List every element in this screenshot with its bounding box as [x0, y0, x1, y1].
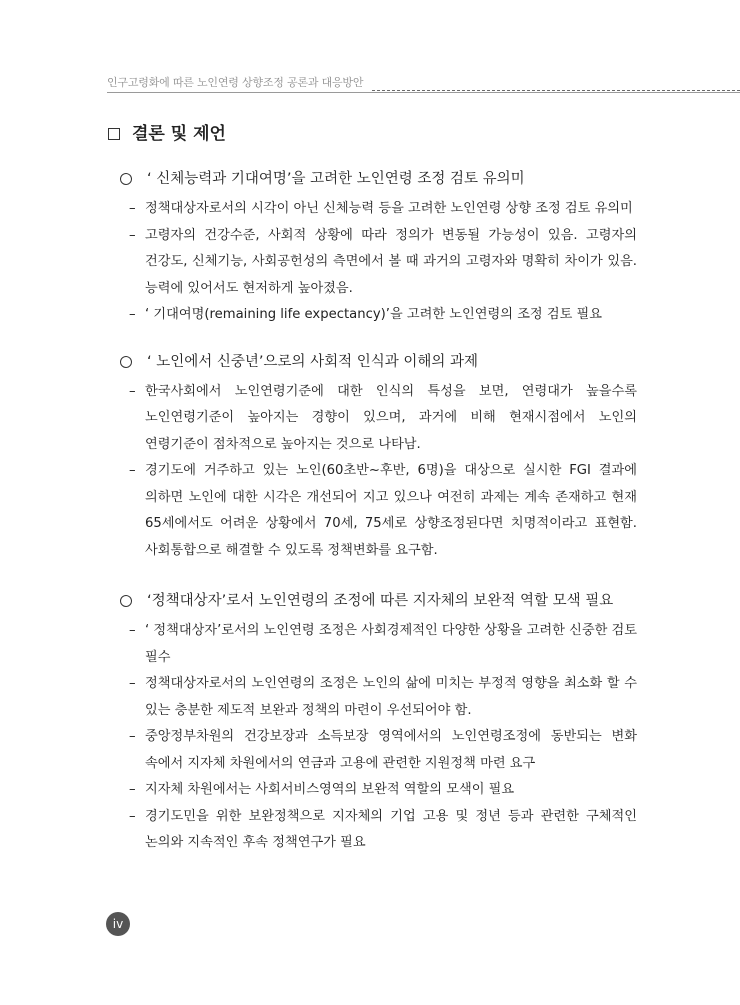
topic-item-list — [107, 196, 637, 329]
circle-bullet-icon — [120, 595, 132, 607]
topic-title: ‘ 노인에서 신중년’으로의 사회적 인식과 이해의 과제 — [147, 353, 479, 370]
dash-bullet-icon: – — [129, 227, 136, 243]
spacer — [107, 564, 637, 588]
list-item: – ‘ 정책대상자’로서의 노인연령 조정은 사회경제적인 다양한 상황을 고려한 신중한 검토 필수 — [107, 618, 637, 671]
section-title — [107, 122, 637, 146]
topic-item-list — [107, 379, 637, 565]
dash-bullet-icon: – — [129, 383, 136, 399]
dash-bullet-icon: – — [129, 623, 136, 638]
page-number-badge: iv — [106, 912, 130, 936]
list-item: – 고령자의 건강수준, 사회적 상황에 따라 정의가 변동될 가능성이 있음. 고령자의 건강도, 신체기능, 사회공헌성의 측면에서 볼 때 과거의 고령자와 명확히 차이가 있음. 능력에 있어서도 현저하게 높아졌음. — [107, 223, 637, 303]
page-content — [107, 122, 637, 857]
section-title-text: 결론 및 제언 — [132, 124, 226, 144]
list-item: – ‘ 기대여명(remaining life expectancy)’을 고려한 노인연령의 조정 검토 필요 — [107, 302, 637, 329]
list-item: – 지자체 차원에서는 사회서비스영역의 보완적 역할의 모색이 필요 — [107, 777, 637, 804]
circle-bullet-icon — [120, 356, 132, 368]
dash-bullet-icon: – — [129, 201, 136, 216]
header-rule — [107, 92, 740, 93]
running-header: 인구고령화에 따른 노인연령 상향조정 공론과 대응방안 — [107, 76, 364, 89]
list-item: – 경기도에 거주하고 있는 노인(60초반~후반, 6명)을 대상으로 실시한 FGI 결과에 의하면 노인에 대한 시각은 개선되어 지고 있으나 여전히 과제는 계속 존재하고 현재 65세에서도 어려운 상황에서 70세, 75세로 상향조정된다면 치명적이라고 표현함. 사회통합으로 해결할 수 있도록 정책변화를 요구함. — [107, 458, 637, 564]
topic-heading — [107, 349, 637, 375]
dash-bullet-icon: – — [129, 307, 136, 322]
dash-bullet-icon: – — [129, 676, 136, 691]
dash-bullet-icon: – — [129, 782, 136, 797]
header-dashed-line — [372, 90, 740, 91]
topic-title: ‘정책대상자’로서 노인연령의 조정에 따른 지자체의 보완적 역할 모색 필요 — [147, 593, 614, 609]
list-item: – 경기도민을 위한 보완정책으로 지자체의 기업 고용 및 정년 등과 관련한 구체적인 논의와 지속적인 후속 정책연구가 필요 — [107, 804, 637, 857]
list-item: – 중앙정부차원의 건강보장과 소득보장 영역에서의 노인연령조정에 동반되는 변화 속에서 지자체 차원에서의 연금과 고용에 관련한 지원정책 마련 요구 — [107, 724, 637, 777]
list-item: – 한국사회에서 노인연령기준에 대한 인식의 특성을 보면, 연령대가 높을수록 노인연령기준이 높아지는 경향이 있으며, 과거에 비해 현재시점에서 노인의 연령기준이 점차적으로 높아지는 것으로 나타남. — [107, 379, 637, 459]
topic-heading — [107, 166, 637, 192]
empty-square-icon — [108, 128, 120, 140]
list-item: – 정책대상자로서의 시각이 아닌 신체능력 등을 고려한 노인연령 상향 조정 검토 유의미 — [107, 196, 637, 223]
dash-bullet-icon: – — [129, 729, 136, 744]
list-item: – 정책대상자로서의 노인연령의 조정은 노인의 삶에 미치는 부정적 영향을 최소화 할 수 있는 충분한 제도적 보완과 정책의 마련이 우선되어야 함. — [107, 671, 637, 724]
spacer — [107, 329, 637, 349]
topic-item-list — [107, 618, 637, 857]
topic-heading — [107, 588, 637, 614]
dash-bullet-icon: – — [129, 463, 136, 478]
dash-bullet-icon: – — [129, 808, 136, 824]
circle-bullet-icon — [120, 173, 132, 185]
topic-title: ‘ 신체능력과 기대여명’을 고려한 노인연령 조정 검토 유의미 — [147, 171, 525, 187]
